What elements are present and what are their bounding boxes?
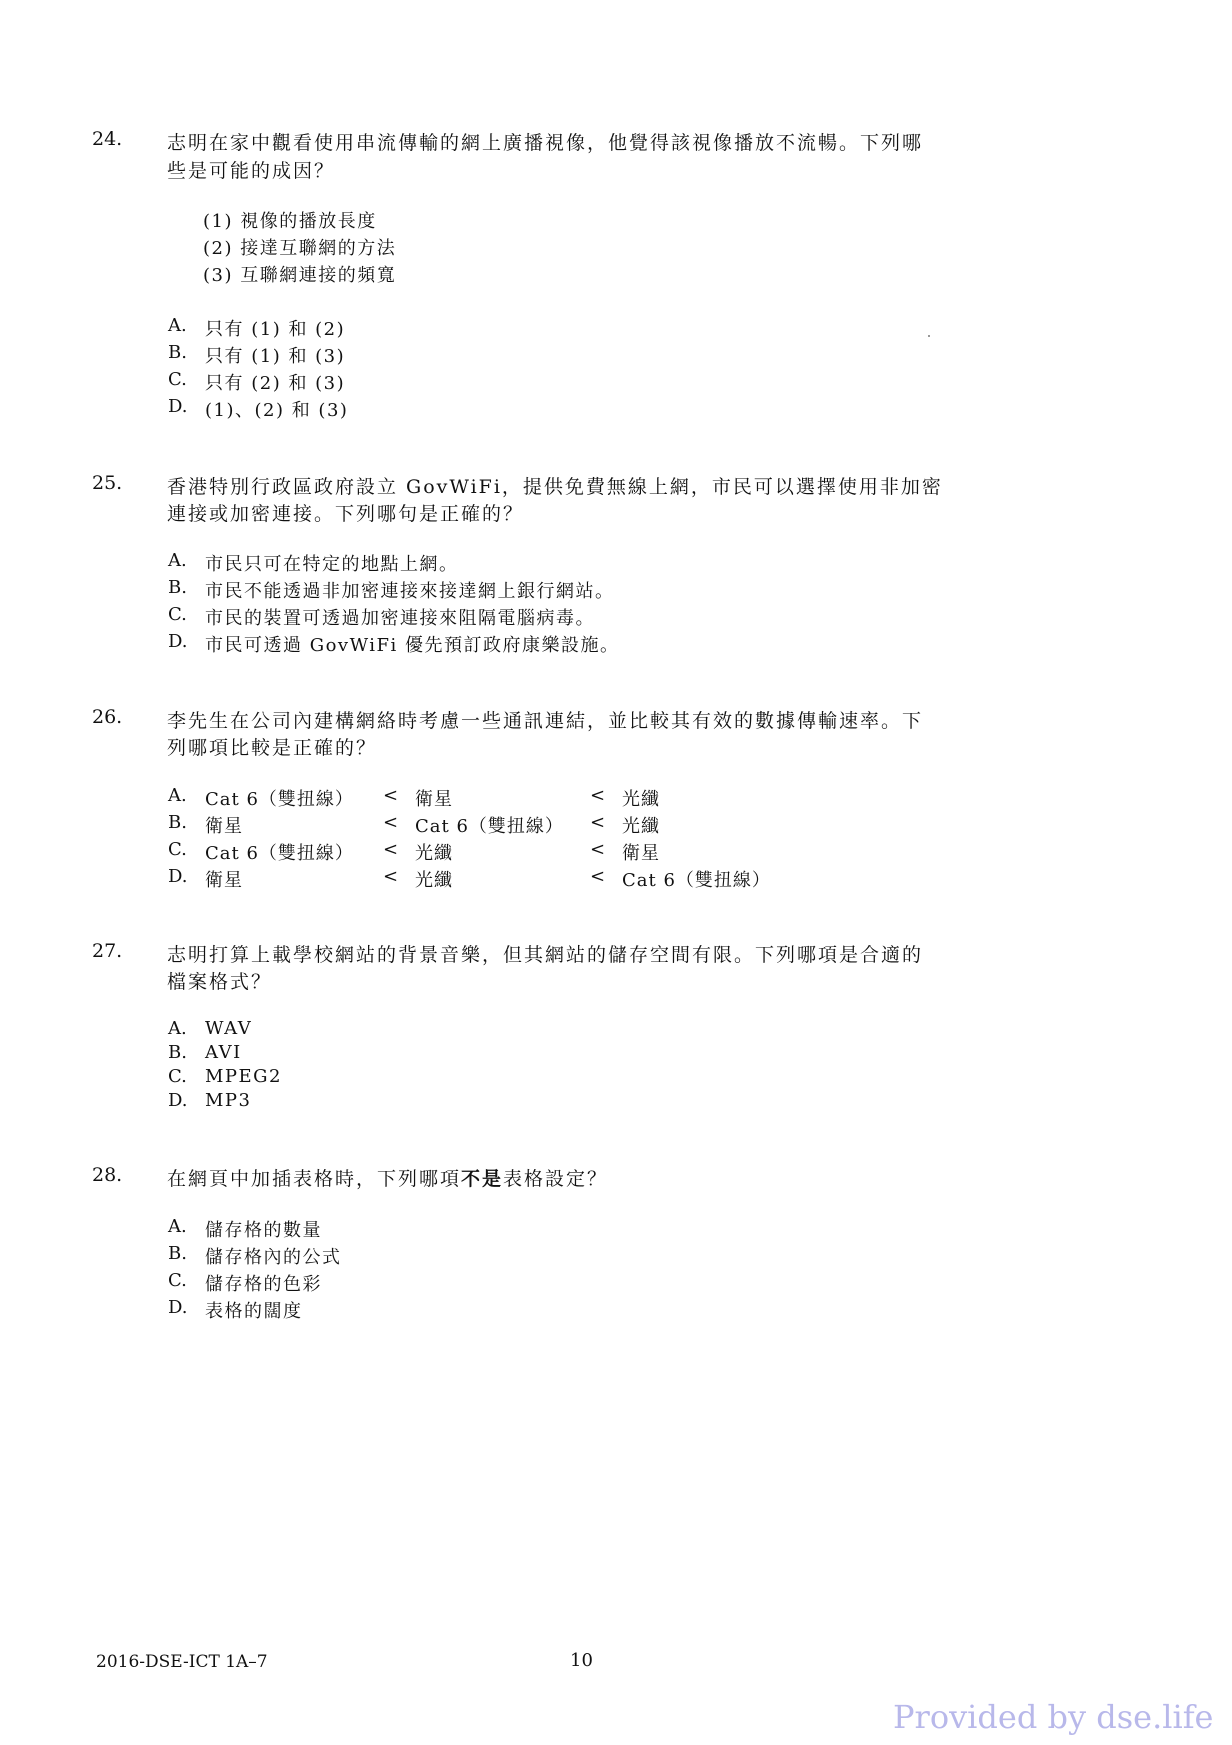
option-text: (1)、(2) 和 (3) [205, 400, 349, 421]
comparison-item: Cat 6（雙扭線） [205, 789, 354, 810]
less-than-sign: < [383, 866, 400, 887]
option-text: 儲存格內的公式 [205, 1247, 342, 1268]
question-text-line: 檔案格式？ [167, 971, 273, 993]
question-number: 26. [92, 706, 123, 728]
question-number: 28. [92, 1164, 123, 1186]
option-letter: B. [168, 577, 187, 598]
option-text: 市民只可在特定的地點上網。 [205, 554, 459, 575]
comparison-item: 光纖 [622, 816, 660, 837]
question-number: 25. [92, 472, 123, 494]
question-text-line [167, 1164, 608, 1191]
comparison-item: 衛星 [205, 870, 243, 891]
scan-speck [928, 335, 930, 337]
question-text-line: 列哪項比較是正確的？ [167, 737, 378, 759]
less-than-sign: < [590, 839, 607, 860]
option-letter: D. [168, 396, 188, 417]
option-text: 儲存格的數量 [205, 1220, 322, 1241]
option-letter: B. [168, 342, 187, 363]
option-letter: B. [168, 1042, 187, 1063]
less-than-sign: < [590, 812, 607, 833]
option-text: MPEG2 [205, 1066, 283, 1087]
less-than-sign: < [383, 839, 400, 860]
option-letter: C. [168, 1270, 187, 1291]
less-than-sign: < [383, 812, 400, 833]
option-text: AVI [205, 1042, 242, 1063]
statement: (3) 互聯網連接的頻寬 [203, 265, 397, 286]
option-letter: C. [168, 1066, 187, 1087]
question-text-part: 表格設定？ [503, 1168, 609, 1190]
question-text-line: 志明打算上載學校網站的背景音樂，但其網站的儲存空間有限。下列哪項是合適的 [167, 944, 924, 966]
question-text-part: 在網頁中加插表格時，下列哪項 [167, 1168, 462, 1190]
question-text-line: 些是可能的成因？ [167, 160, 336, 182]
option-letter: A. [168, 550, 187, 571]
option-text: 只有 (1) 和 (2) [205, 319, 346, 340]
statement: (1) 視像的播放長度 [203, 211, 377, 232]
option-letter: C. [168, 839, 187, 860]
option-letter: D. [168, 1297, 188, 1318]
option-letter: C. [168, 369, 187, 390]
less-than-sign: < [383, 785, 400, 806]
comparison-item: 光纖 [622, 789, 660, 810]
option-text: 市民可透過 GovWiFi 優先預訂政府康樂設施。 [205, 635, 620, 656]
option-letter: D. [168, 631, 188, 652]
option-letter: C. [168, 604, 187, 625]
paper-code: 2016-DSE-ICT 1A–7 [96, 1652, 268, 1672]
option-text: 市民不能透過非加密連接來接達網上銀行網站。 [205, 581, 615, 602]
comparison-item: 光纖 [415, 870, 453, 891]
question-text-line: 連接或加密連接。下列哪句是正確的？ [167, 503, 525, 525]
question-number: 27. [92, 940, 123, 962]
option-letter: B. [168, 1243, 187, 1264]
question-number: 24. [92, 128, 123, 150]
comparison-item: 衛星 [415, 789, 453, 810]
option-letter: D. [168, 866, 188, 887]
comparison-item: Cat 6（雙扭線） [205, 843, 354, 864]
option-text: WAV [205, 1018, 253, 1039]
option-letter: D. [168, 1090, 188, 1111]
option-text: 表格的闊度 [205, 1301, 303, 1322]
option-letter: A. [168, 315, 187, 336]
option-letter: A. [168, 1018, 187, 1039]
option-letter: A. [168, 1216, 187, 1237]
question-text-line: 志明在家中觀看使用串流傳輸的網上廣播視像，他覺得該視像播放不流暢。下列哪 [167, 132, 924, 154]
option-text: 只有 (2) 和 (3) [205, 373, 346, 394]
comparison-item: Cat 6（雙扭線） [415, 816, 564, 837]
statement: (2) 接達互聯網的方法 [203, 238, 397, 259]
less-than-sign: < [590, 785, 607, 806]
comparison-item: 光纖 [415, 843, 453, 864]
comparison-item: Cat 6（雙扭線） [622, 870, 771, 891]
option-text: 儲存格的色彩 [205, 1274, 322, 1295]
option-letter: A. [168, 785, 187, 806]
option-text: MP3 [205, 1090, 252, 1111]
comparison-item: 衛星 [622, 843, 660, 864]
watermark-link[interactable]: Provided by dse.life [893, 1698, 1214, 1736]
comparison-item: 衛星 [205, 816, 243, 837]
question-text-line: 香港特別行政區政府設立 GovWiFi，提供免費無線上網，市民可以選擇使用非加密 [167, 476, 943, 498]
less-than-sign: < [590, 866, 607, 887]
option-text: 市民的裝置可透過加密連接來阻隔電腦病毒。 [205, 608, 595, 629]
question-text-line: 李先生在公司內建構網絡時考慮一些通訊連結，並比較其有效的數據傳輸速率。下 [167, 710, 924, 732]
emphasis-text: 不是 [461, 1168, 504, 1190]
option-text: 只有 (1) 和 (3) [205, 346, 346, 367]
page-number: 10 [570, 1650, 593, 1671]
option-letter: B. [168, 812, 187, 833]
